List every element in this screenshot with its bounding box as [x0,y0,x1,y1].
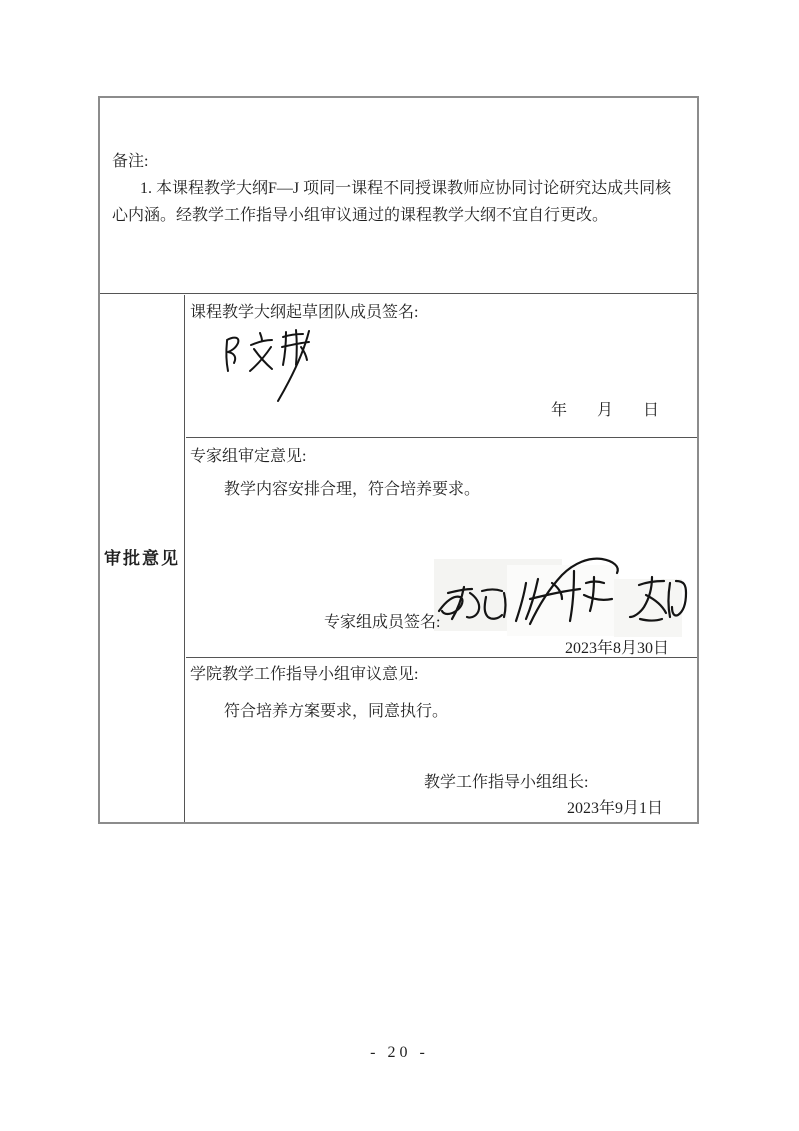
expert-opinion-comment: 教学内容安排合理，符合培养要求。 [224,481,481,498]
steering-group-cell [186,659,697,822]
approval-form-table [98,96,699,824]
drafter-handwritten-signature-image [220,325,324,405]
expert-handwritten-signatures-image [432,545,690,641]
remarks-text-line1: 1. 本课程教学大纲F—J 项同一课程不同授课教师应协同讨论研究达成共同核 [140,180,672,197]
steering-opinion-title: 学院教学工作指导小组审议意见: [190,666,419,683]
remarks-text-line2: 心内涵。经教学工作指导小组审议通过的课程教学大纲不宜自行更改。 [112,207,609,224]
expert-sign-label: 专家组成员签名: [324,614,441,631]
steering-date: 2023年9月1日 [566,800,663,817]
drafting-date-blank [551,397,659,424]
remarks-label: 备注: [112,153,149,170]
steering-leader-label: 教学工作指导小组组长: [424,774,589,791]
page-number: - 20 - [370,1044,429,1061]
steering-opinion-comment: 符合培养方案要求，同意执行。 [224,703,449,720]
expert-date: 2023年8月30日 [564,640,669,657]
remarks-cell [100,98,697,294]
date-blank-month: 月 [596,402,613,419]
approval-row-label-cell [100,295,185,822]
approval-row-label: 审批意见 [104,549,180,568]
expert-group-cell [186,439,697,658]
date-blank-day: 日 [642,402,659,419]
drafting-team-cell [186,295,697,438]
date-blank-year: 年 [550,402,567,419]
drafting-team-title: 课程教学大纲起草团队成员签名: [190,304,419,321]
expert-opinion-title: 专家组审定意见: [190,448,307,465]
